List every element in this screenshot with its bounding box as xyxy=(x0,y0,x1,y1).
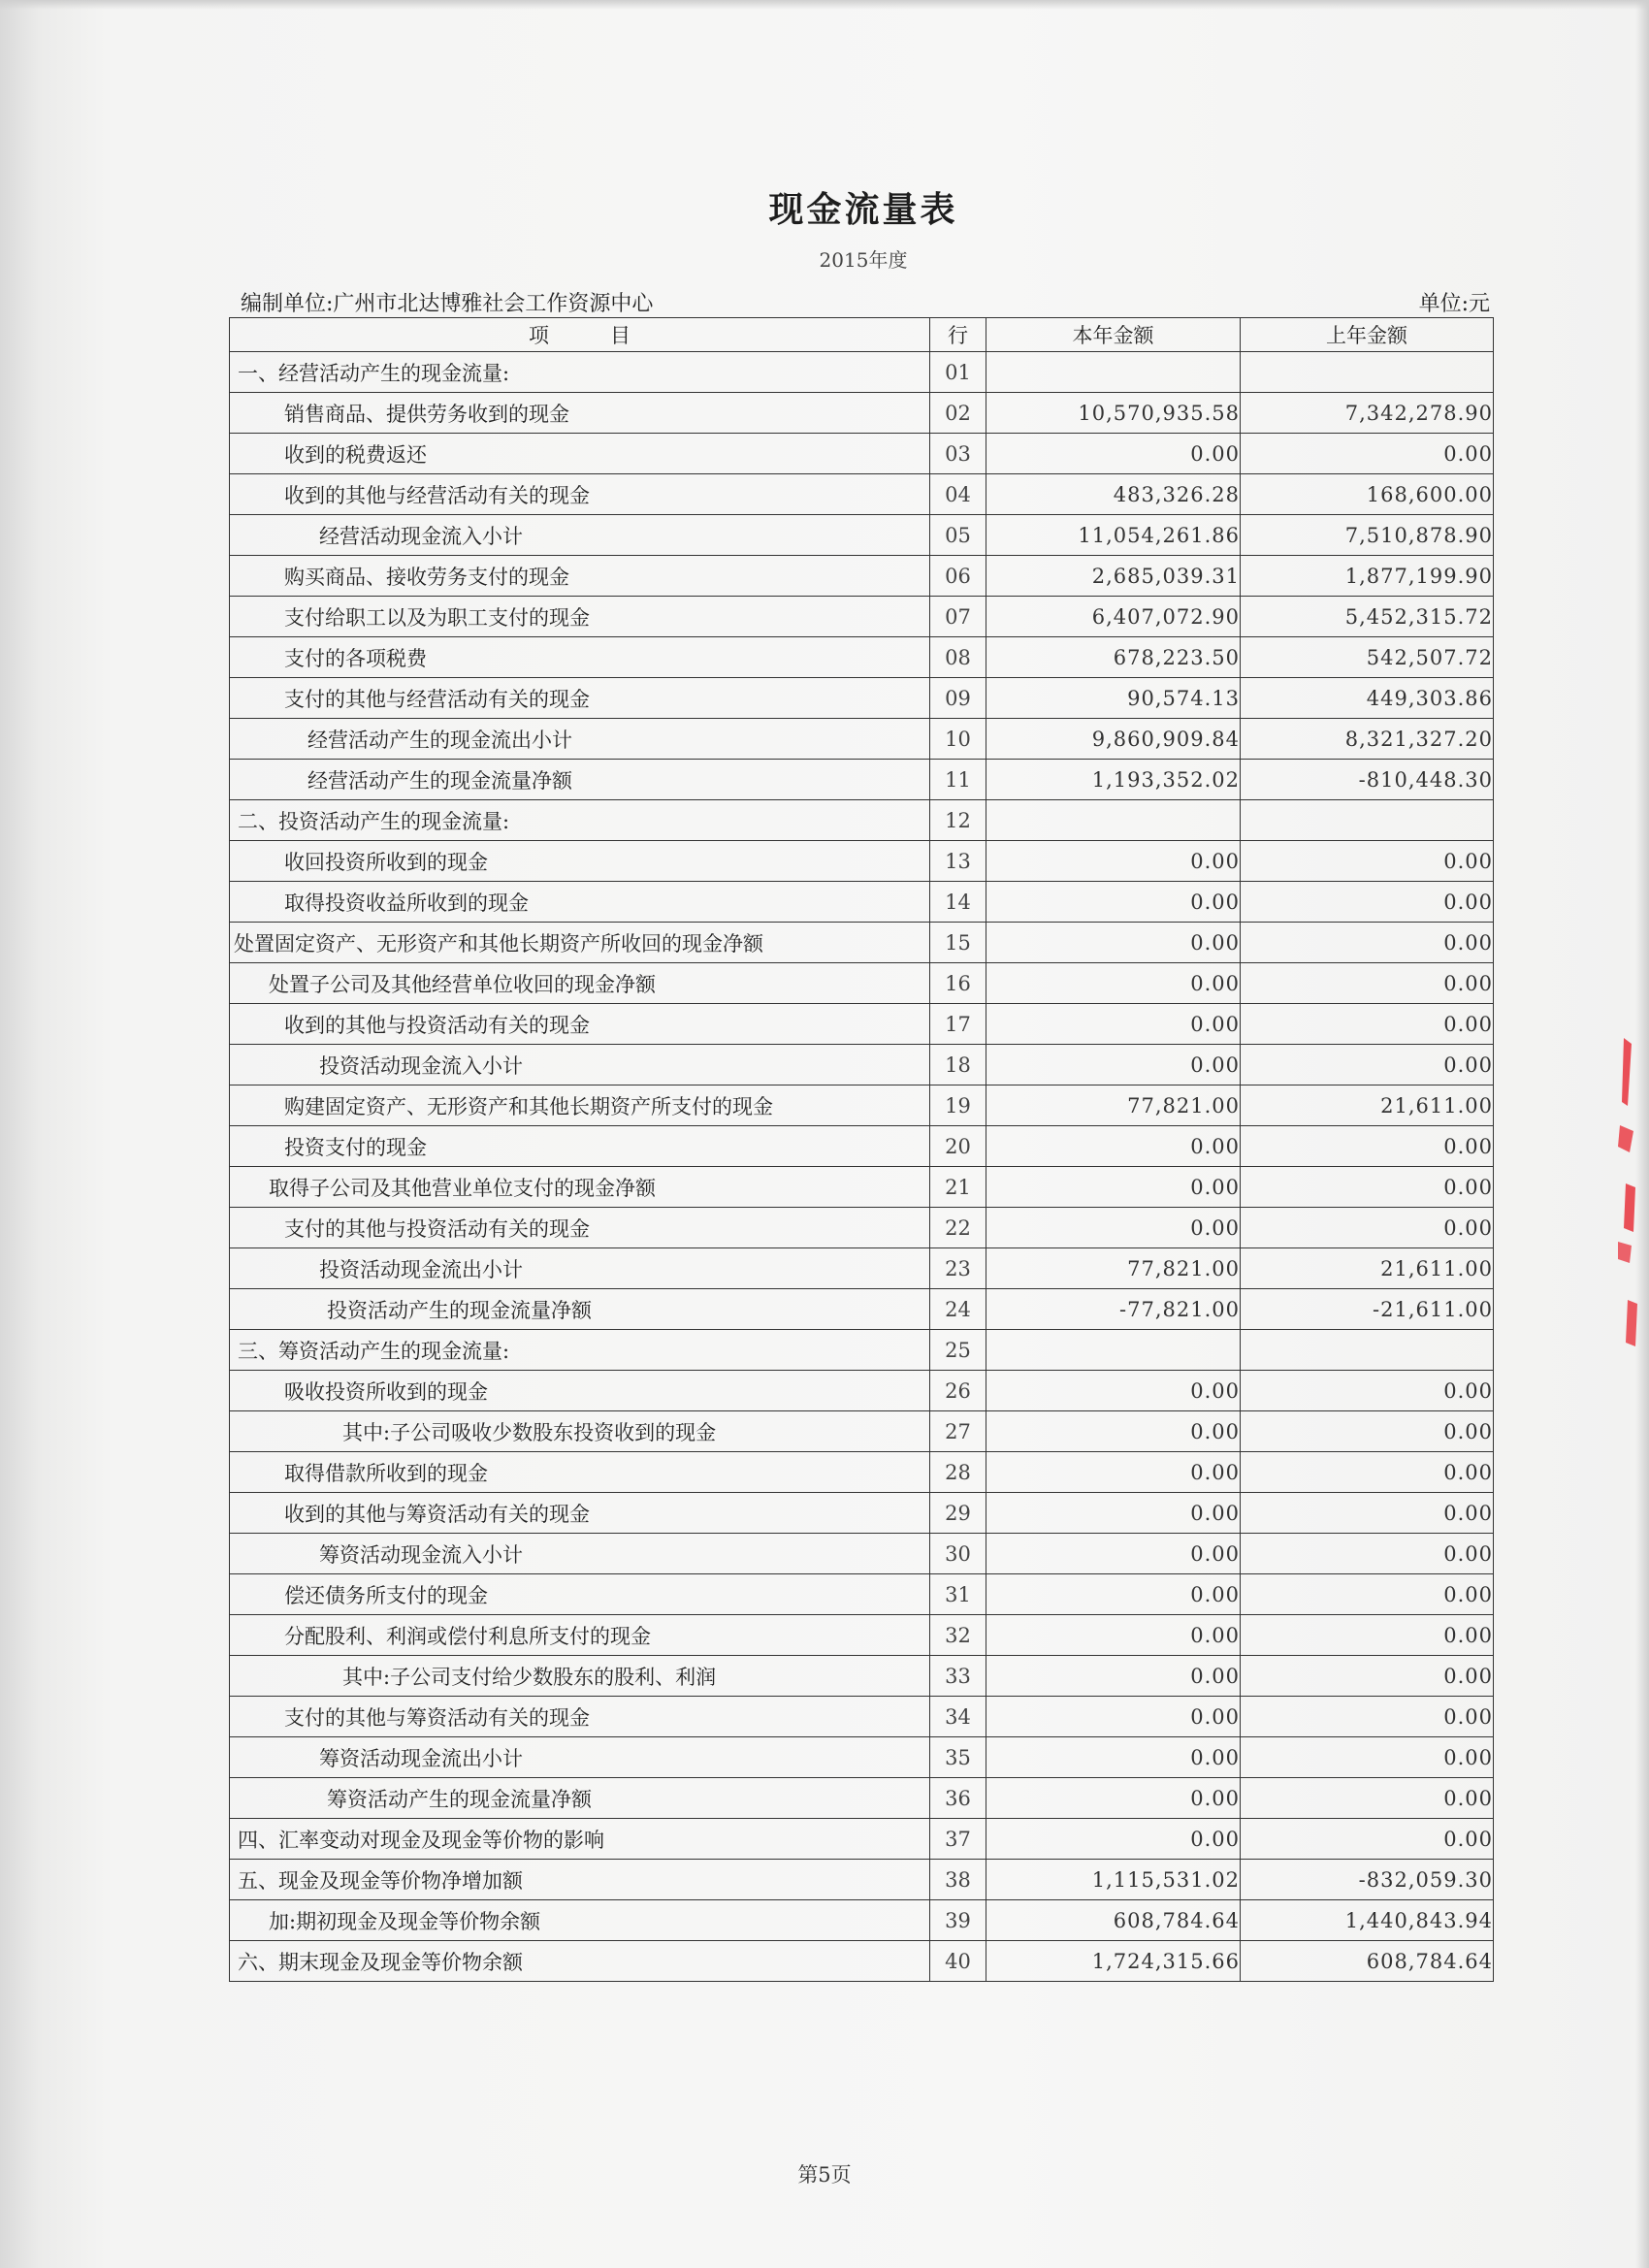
table-row xyxy=(230,597,1494,637)
row-item-label: 购建固定资产、无形资产和其他长期资产所支付的现金 xyxy=(230,1085,930,1126)
table-row xyxy=(230,1208,1494,1248)
row-previous-year-amount: 8,321,327.20 xyxy=(1241,719,1494,760)
row-current-year-amount: 0.00 xyxy=(986,1371,1241,1411)
table-row xyxy=(230,1656,1494,1697)
table-row xyxy=(230,1248,1494,1289)
row-previous-year-amount: -810,448.30 xyxy=(1241,760,1494,800)
row-item-label: 支付的其他与筹资活动有关的现金 xyxy=(230,1697,930,1737)
table-row xyxy=(230,1941,1494,1982)
row-item-label: 四、汇率变动对现金及现金等价物的影响 xyxy=(230,1819,930,1860)
row-line-number: 34 xyxy=(930,1697,986,1737)
row-line-number: 29 xyxy=(930,1493,986,1534)
table-row xyxy=(230,882,1494,923)
table-row xyxy=(230,800,1494,841)
row-line-number: 14 xyxy=(930,882,986,923)
table-row xyxy=(230,515,1494,556)
row-item-label: 支付给职工以及为职工支付的现金 xyxy=(230,597,930,637)
row-item-label: 销售商品、提供劳务收到的现金 xyxy=(230,393,930,434)
table-row xyxy=(230,1004,1494,1045)
row-current-year-amount: 1,193,352.02 xyxy=(986,760,1241,800)
table-body xyxy=(230,352,1494,1982)
header-previous-year: 上年金额 xyxy=(1241,318,1494,352)
row-previous-year-amount: 5,452,315.72 xyxy=(1241,597,1494,637)
header-item: 项 目 xyxy=(230,318,930,352)
table-row xyxy=(230,434,1494,474)
row-item-label: 筹资活动现金流出小计 xyxy=(230,1737,930,1778)
row-item-label: 处置固定资产、无形资产和其他长期资产所收回的现金净额 xyxy=(230,923,930,963)
row-previous-year-amount: 0.00 xyxy=(1241,1411,1494,1452)
row-item-label: 五、现金及现金等价物净增加额 xyxy=(230,1860,930,1900)
row-item-label: 经营活动产生的现金流量净额 xyxy=(230,760,930,800)
row-current-year-amount: 2,685,039.31 xyxy=(986,556,1241,597)
row-current-year-amount: 0.00 xyxy=(986,1778,1241,1819)
row-previous-year-amount: 0.00 xyxy=(1241,1493,1494,1534)
row-line-number: 12 xyxy=(930,800,986,841)
row-previous-year-amount: 7,342,278.90 xyxy=(1241,393,1494,434)
table-row xyxy=(230,1493,1494,1534)
table-row xyxy=(230,1289,1494,1330)
report-year: 2015年度 xyxy=(819,248,908,272)
row-current-year-amount: 0.00 xyxy=(986,1493,1241,1534)
table-row xyxy=(230,1900,1494,1941)
row-line-number: 36 xyxy=(930,1778,986,1819)
row-item-label: 筹资活动产生的现金流量净额 xyxy=(230,1778,930,1819)
row-current-year-amount: 0.00 xyxy=(986,1411,1241,1452)
table-row xyxy=(230,1167,1494,1208)
row-line-number: 16 xyxy=(930,963,986,1004)
row-previous-year-amount: 0.00 xyxy=(1241,1819,1494,1860)
row-item-label: 吸收投资所收到的现金 xyxy=(230,1371,930,1411)
table-row xyxy=(230,1737,1494,1778)
row-current-year-amount: -77,821.00 xyxy=(986,1289,1241,1330)
table-row xyxy=(230,1574,1494,1615)
row-previous-year-amount: 0.00 xyxy=(1241,434,1494,474)
table-row xyxy=(230,1452,1494,1493)
row-current-year-amount xyxy=(986,800,1241,841)
row-item-label: 投资活动现金流入小计 xyxy=(230,1045,930,1085)
row-line-number: 37 xyxy=(930,1819,986,1860)
row-line-number: 11 xyxy=(930,760,986,800)
row-line-number: 21 xyxy=(930,1167,986,1208)
row-item-label: 支付的各项税费 xyxy=(230,637,930,678)
row-current-year-amount: 608,784.64 xyxy=(986,1900,1241,1941)
row-line-number: 15 xyxy=(930,923,986,963)
row-item-label: 二、投资活动产生的现金流量: xyxy=(230,800,930,841)
reporting-organization: 编制单位:广州市北达博雅社会工作资源中心 xyxy=(241,292,654,316)
row-current-year-amount: 90,574.13 xyxy=(986,678,1241,719)
row-item-label: 投资活动产生的现金流量净额 xyxy=(230,1289,930,1330)
row-previous-year-amount: 0.00 xyxy=(1241,1045,1494,1085)
row-line-number: 23 xyxy=(930,1248,986,1289)
row-current-year-amount: 0.00 xyxy=(986,923,1241,963)
table-row xyxy=(230,1330,1494,1371)
row-line-number: 27 xyxy=(930,1411,986,1452)
row-current-year-amount: 11,054,261.86 xyxy=(986,515,1241,556)
table-row xyxy=(230,719,1494,760)
row-line-number: 09 xyxy=(930,678,986,719)
row-previous-year-amount: 0.00 xyxy=(1241,1697,1494,1737)
row-current-year-amount: 0.00 xyxy=(986,434,1241,474)
table-row xyxy=(230,556,1494,597)
row-line-number: 33 xyxy=(930,1656,986,1697)
row-previous-year-amount: 0.00 xyxy=(1241,923,1494,963)
row-current-year-amount: 0.00 xyxy=(986,1615,1241,1656)
row-line-number: 28 xyxy=(930,1452,986,1493)
row-current-year-amount: 0.00 xyxy=(986,1045,1241,1085)
row-line-number: 32 xyxy=(930,1615,986,1656)
row-item-label: 支付的其他与经营活动有关的现金 xyxy=(230,678,930,719)
currency-unit: 单位:元 xyxy=(1418,292,1490,316)
row-line-number: 25 xyxy=(930,1330,986,1371)
row-current-year-amount: 1,115,531.02 xyxy=(986,1860,1241,1900)
row-line-number: 02 xyxy=(930,393,986,434)
row-current-year-amount: 0.00 xyxy=(986,882,1241,923)
row-previous-year-amount: 0.00 xyxy=(1241,1534,1494,1574)
row-line-number: 10 xyxy=(930,719,986,760)
row-item-label: 加:期初现金及现金等价物余额 xyxy=(230,1900,930,1941)
row-item-label: 筹资活动现金流入小计 xyxy=(230,1534,930,1574)
table-row xyxy=(230,1615,1494,1656)
table-row xyxy=(230,1045,1494,1085)
table-row xyxy=(230,1371,1494,1411)
row-current-year-amount: 77,821.00 xyxy=(986,1248,1241,1289)
row-previous-year-amount: 608,784.64 xyxy=(1241,1941,1494,1982)
row-current-year-amount: 0.00 xyxy=(986,1819,1241,1860)
page-top-edge xyxy=(0,0,1649,10)
table-header-row xyxy=(230,318,1494,352)
row-previous-year-amount xyxy=(1241,800,1494,841)
row-current-year-amount: 9,860,909.84 xyxy=(986,719,1241,760)
table-row xyxy=(230,1697,1494,1737)
row-previous-year-amount: 1,877,199.90 xyxy=(1241,556,1494,597)
row-item-label: 三、筹资活动产生的现金流量: xyxy=(230,1330,930,1371)
row-line-number: 30 xyxy=(930,1534,986,1574)
row-current-year-amount: 1,724,315.66 xyxy=(986,1941,1241,1982)
row-current-year-amount xyxy=(986,1330,1241,1371)
row-previous-year-amount: 7,510,878.90 xyxy=(1241,515,1494,556)
row-current-year-amount: 0.00 xyxy=(986,1126,1241,1167)
table-row xyxy=(230,1778,1494,1819)
row-item-label: 购买商品、接收劳务支付的现金 xyxy=(230,556,930,597)
row-current-year-amount: 0.00 xyxy=(986,1737,1241,1778)
row-previous-year-amount: 168,600.00 xyxy=(1241,474,1494,515)
table-row xyxy=(230,1860,1494,1900)
row-line-number: 01 xyxy=(930,352,986,393)
row-current-year-amount: 0.00 xyxy=(986,963,1241,1004)
row-line-number: 05 xyxy=(930,515,986,556)
row-line-number: 18 xyxy=(930,1045,986,1085)
row-previous-year-amount: 0.00 xyxy=(1241,1126,1494,1167)
row-item-label: 偿还债务所支付的现金 xyxy=(230,1574,930,1615)
row-line-number: 17 xyxy=(930,1004,986,1045)
table-row xyxy=(230,1819,1494,1860)
row-item-label: 投资支付的现金 xyxy=(230,1126,930,1167)
row-previous-year-amount: 0.00 xyxy=(1241,1208,1494,1248)
row-line-number: 20 xyxy=(930,1126,986,1167)
row-previous-year-amount: 0.00 xyxy=(1241,1004,1494,1045)
row-previous-year-amount: 0.00 xyxy=(1241,1574,1494,1615)
row-previous-year-amount: 0.00 xyxy=(1241,1615,1494,1656)
row-line-number: 03 xyxy=(930,434,986,474)
row-line-number: 26 xyxy=(930,1371,986,1411)
row-previous-year-amount: 0.00 xyxy=(1241,963,1494,1004)
row-line-number: 07 xyxy=(930,597,986,637)
row-previous-year-amount: 542,507.72 xyxy=(1241,637,1494,678)
row-line-number: 39 xyxy=(930,1900,986,1941)
row-line-number: 04 xyxy=(930,474,986,515)
row-current-year-amount: 6,407,072.90 xyxy=(986,597,1241,637)
row-previous-year-amount: 449,303.86 xyxy=(1241,678,1494,719)
row-item-label: 处置子公司及其他经营单位收回的现金净额 xyxy=(230,963,930,1004)
row-current-year-amount: 0.00 xyxy=(986,1534,1241,1574)
row-current-year-amount xyxy=(986,352,1241,393)
row-item-label: 投资活动现金流出小计 xyxy=(230,1248,930,1289)
row-line-number: 13 xyxy=(930,841,986,882)
row-current-year-amount: 0.00 xyxy=(986,1697,1241,1737)
row-current-year-amount: 0.00 xyxy=(986,1574,1241,1615)
header-current-year: 本年金额 xyxy=(986,318,1241,352)
row-previous-year-amount xyxy=(1241,1330,1494,1371)
table-row xyxy=(230,963,1494,1004)
row-current-year-amount: 0.00 xyxy=(986,1452,1241,1493)
row-item-label: 六、期末现金及现金等价物余额 xyxy=(230,1941,930,1982)
row-previous-year-amount: 0.00 xyxy=(1241,1452,1494,1493)
table-row xyxy=(230,474,1494,515)
row-line-number: 24 xyxy=(930,1289,986,1330)
row-line-number: 40 xyxy=(930,1941,986,1982)
row-item-label: 取得投资收益所收到的现金 xyxy=(230,882,930,923)
row-current-year-amount: 483,326.28 xyxy=(986,474,1241,515)
row-current-year-amount: 0.00 xyxy=(986,1656,1241,1697)
row-item-label: 取得子公司及其他营业单位支付的现金净额 xyxy=(230,1167,930,1208)
row-item-label: 取得借款所收到的现金 xyxy=(230,1452,930,1493)
row-current-year-amount: 0.00 xyxy=(986,1004,1241,1045)
row-current-year-amount: 77,821.00 xyxy=(986,1085,1241,1126)
row-item-label: 分配股利、利润或偿付利息所支付的现金 xyxy=(230,1615,930,1656)
row-previous-year-amount xyxy=(1241,352,1494,393)
row-line-number: 31 xyxy=(930,1574,986,1615)
row-previous-year-amount: 0.00 xyxy=(1241,1656,1494,1697)
row-item-label: 一、经营活动产生的现金流量: xyxy=(230,352,930,393)
row-previous-year-amount: -21,611.00 xyxy=(1241,1289,1494,1330)
table-row xyxy=(230,1126,1494,1167)
header-line: 行 xyxy=(930,318,986,352)
row-line-number: 19 xyxy=(930,1085,986,1126)
table-row xyxy=(230,393,1494,434)
row-current-year-amount: 10,570,935.58 xyxy=(986,393,1241,434)
row-item-label: 收回投资所收到的现金 xyxy=(230,841,930,882)
row-item-label: 支付的其他与投资活动有关的现金 xyxy=(230,1208,930,1248)
cash-flow-table xyxy=(229,317,1494,1982)
table-row xyxy=(230,841,1494,882)
row-line-number: 35 xyxy=(930,1737,986,1778)
table-row xyxy=(230,760,1494,800)
row-line-number: 22 xyxy=(930,1208,986,1248)
row-line-number: 38 xyxy=(930,1860,986,1900)
row-previous-year-amount: 0.00 xyxy=(1241,882,1494,923)
row-previous-year-amount: 0.00 xyxy=(1241,1778,1494,1819)
row-item-label: 经营活动现金流入小计 xyxy=(230,515,930,556)
page-title: 现金流量表 xyxy=(768,189,958,230)
table-row xyxy=(230,678,1494,719)
row-item-label: 经营活动产生的现金流出小计 xyxy=(230,719,930,760)
row-previous-year-amount: 0.00 xyxy=(1241,841,1494,882)
row-line-number: 06 xyxy=(930,556,986,597)
table-row xyxy=(230,1411,1494,1452)
row-previous-year-amount: 21,611.00 xyxy=(1241,1248,1494,1289)
row-previous-year-amount: -832,059.30 xyxy=(1241,1860,1494,1900)
row-previous-year-amount: 1,440,843.94 xyxy=(1241,1900,1494,1941)
row-line-number: 08 xyxy=(930,637,986,678)
row-previous-year-amount: 21,611.00 xyxy=(1241,1085,1494,1126)
row-item-label: 其中:子公司支付给少数股东的股利、利润 xyxy=(230,1656,930,1697)
row-current-year-amount: 0.00 xyxy=(986,1208,1241,1248)
red-seal-fragment xyxy=(1614,1038,1641,1358)
row-current-year-amount: 0.00 xyxy=(986,841,1241,882)
row-item-label: 收到的其他与投资活动有关的现金 xyxy=(230,1004,930,1045)
row-item-label: 收到的税费返还 xyxy=(230,434,930,474)
table-row xyxy=(230,1534,1494,1574)
row-previous-year-amount: 0.00 xyxy=(1241,1737,1494,1778)
table-row xyxy=(230,1085,1494,1126)
row-item-label: 收到的其他与筹资活动有关的现金 xyxy=(230,1493,930,1534)
table-row xyxy=(230,352,1494,393)
row-item-label: 收到的其他与经营活动有关的现金 xyxy=(230,474,930,515)
table-row xyxy=(230,637,1494,678)
row-item-label: 其中:子公司吸收少数股东投资收到的现金 xyxy=(230,1411,930,1452)
row-current-year-amount: 0.00 xyxy=(986,1167,1241,1208)
row-previous-year-amount: 0.00 xyxy=(1241,1167,1494,1208)
table-row xyxy=(230,923,1494,963)
page-number: 第5页 xyxy=(797,2163,852,2187)
row-current-year-amount: 678,223.50 xyxy=(986,637,1241,678)
row-previous-year-amount: 0.00 xyxy=(1241,1371,1494,1411)
